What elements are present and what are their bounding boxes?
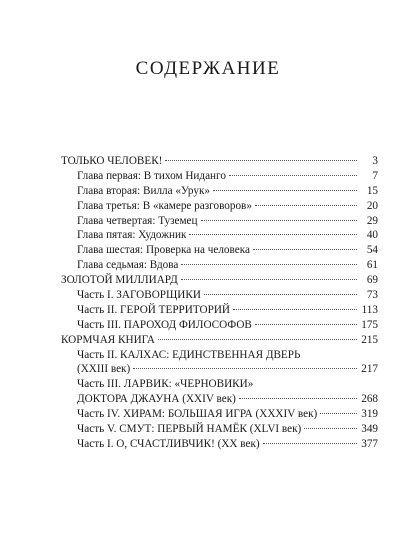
toc-entry[interactable] [61, 303, 378, 318]
dot-leader [189, 234, 357, 235]
toc-page-number: 15 [366, 184, 378, 197]
toc-page-number: 73 [366, 289, 378, 302]
toc-entry-label: Часть II. ГЕРОЙ ТЕРРИТОРИЙ [77, 303, 230, 316]
toc-entry[interactable] [61, 199, 378, 214]
table-of-contents [61, 154, 378, 452]
toc-entry-label: Часть V. СМУТ: ПЕРВЫЙ НАМЁК (XLVI век) [77, 423, 302, 436]
dot-leader [204, 294, 357, 295]
dot-leader [255, 324, 357, 325]
dot-leader [229, 175, 357, 176]
toc-entry-label: Часть III. ЛАРВИК: «ЧЕРНОВИКИ» [77, 378, 254, 391]
toc-entry[interactable] [61, 437, 378, 452]
toc-page-number: 7 [372, 169, 378, 182]
dot-leader [239, 398, 357, 399]
toc-entry-label: ЗОЛОТОЙ МИЛЛИАРД [61, 274, 178, 287]
dot-leader [233, 309, 357, 310]
toc-entry[interactable] [61, 377, 378, 392]
toc-entry[interactable] [61, 214, 378, 229]
page-title: СОДЕРЖАНИЕ [135, 58, 281, 79]
toc-entry[interactable] [61, 184, 378, 199]
dot-leader [158, 339, 357, 340]
toc-entry[interactable] [61, 333, 378, 348]
toc-entry-label: Часть II. КАЛХАС: ЕДИНСТВЕННАЯ ДВЕРЬ [77, 348, 301, 361]
toc-page-number: 20 [366, 199, 378, 212]
toc-entry-label: Глава третья: В «камере разговоров» [77, 199, 252, 212]
toc-page-number: 215 [361, 333, 378, 346]
toc-page-number: 319 [361, 408, 378, 421]
toc-page-number: 113 [361, 303, 378, 316]
dot-leader [304, 428, 357, 429]
dot-leader [181, 279, 357, 280]
dot-leader [263, 443, 357, 444]
toc-entry-label: Часть I. ЗАГОВОРЩИКИ [77, 289, 201, 302]
toc-entry-label: Глава шестая: Проверка на человека [77, 244, 250, 257]
dot-leader [253, 249, 357, 250]
toc-page-number: 61 [366, 259, 378, 272]
dot-leader [133, 368, 357, 369]
toc-page-number: 349 [361, 423, 378, 436]
toc-entry[interactable] [61, 392, 378, 407]
dot-leader [165, 160, 357, 161]
toc-page-number: 40 [366, 229, 378, 242]
toc-entry-label: Часть IV. ХИРАМ: БОЛЬШАЯ ИГРА (XXXIV век) [77, 408, 318, 421]
toc-page-number: 175 [361, 318, 378, 331]
dot-leader [255, 205, 357, 206]
toc-entry[interactable] [61, 407, 378, 422]
toc-entry-label: КОРМЧАЯ КНИГА [61, 333, 155, 346]
toc-entry[interactable] [61, 288, 378, 303]
toc-page-number: 69 [366, 274, 378, 287]
toc-page-number: 217 [361, 363, 378, 376]
toc-page-number: 377 [361, 437, 378, 450]
toc-page-number: 268 [361, 393, 378, 406]
toc-entry-label: (XXIII век) [77, 363, 131, 376]
toc-entry-label: Глава вторая: Вилла «Урук» [77, 184, 210, 197]
toc-entry-label: ТОЛЬКО ЧЕЛОВЕК! [61, 155, 163, 167]
toc-entry[interactable] [61, 348, 378, 363]
toc-entry[interactable] [61, 318, 378, 333]
toc-entry[interactable] [61, 258, 378, 273]
toc-page-number: 54 [366, 244, 378, 257]
toc-entry-label: Часть III. ПАРОХОД ФИЛОСОФОВ [77, 318, 252, 331]
toc-entry-label: Часть I. О, СЧАСТЛИВЧИК! (XX век) [77, 437, 260, 450]
toc-entry[interactable] [61, 243, 378, 258]
toc-entry[interactable] [61, 362, 378, 377]
toc-entry[interactable] [61, 228, 378, 243]
dot-leader [213, 190, 357, 191]
toc-entry[interactable] [61, 422, 378, 437]
dot-leader [320, 413, 357, 414]
toc-entry[interactable] [61, 169, 378, 184]
toc-entry-label: Глава пятая: Художник [77, 229, 187, 242]
toc-entry-label: Глава седьмая: Вдова [77, 259, 179, 272]
toc-entry-label: ДОКТОРА ДЖАУНА (XXIV век) [77, 393, 236, 406]
toc-entry-label: Глава первая: В тихом Ниданго [77, 169, 226, 182]
toc-page-number: 3 [372, 155, 378, 167]
toc-page-number: 29 [366, 214, 378, 227]
toc-entry-label: Глава четвертая: Туземец [77, 214, 198, 227]
toc-entry[interactable] [61, 154, 378, 169]
dot-leader [201, 220, 357, 221]
dot-leader [181, 264, 357, 265]
toc-entry[interactable] [61, 273, 378, 288]
